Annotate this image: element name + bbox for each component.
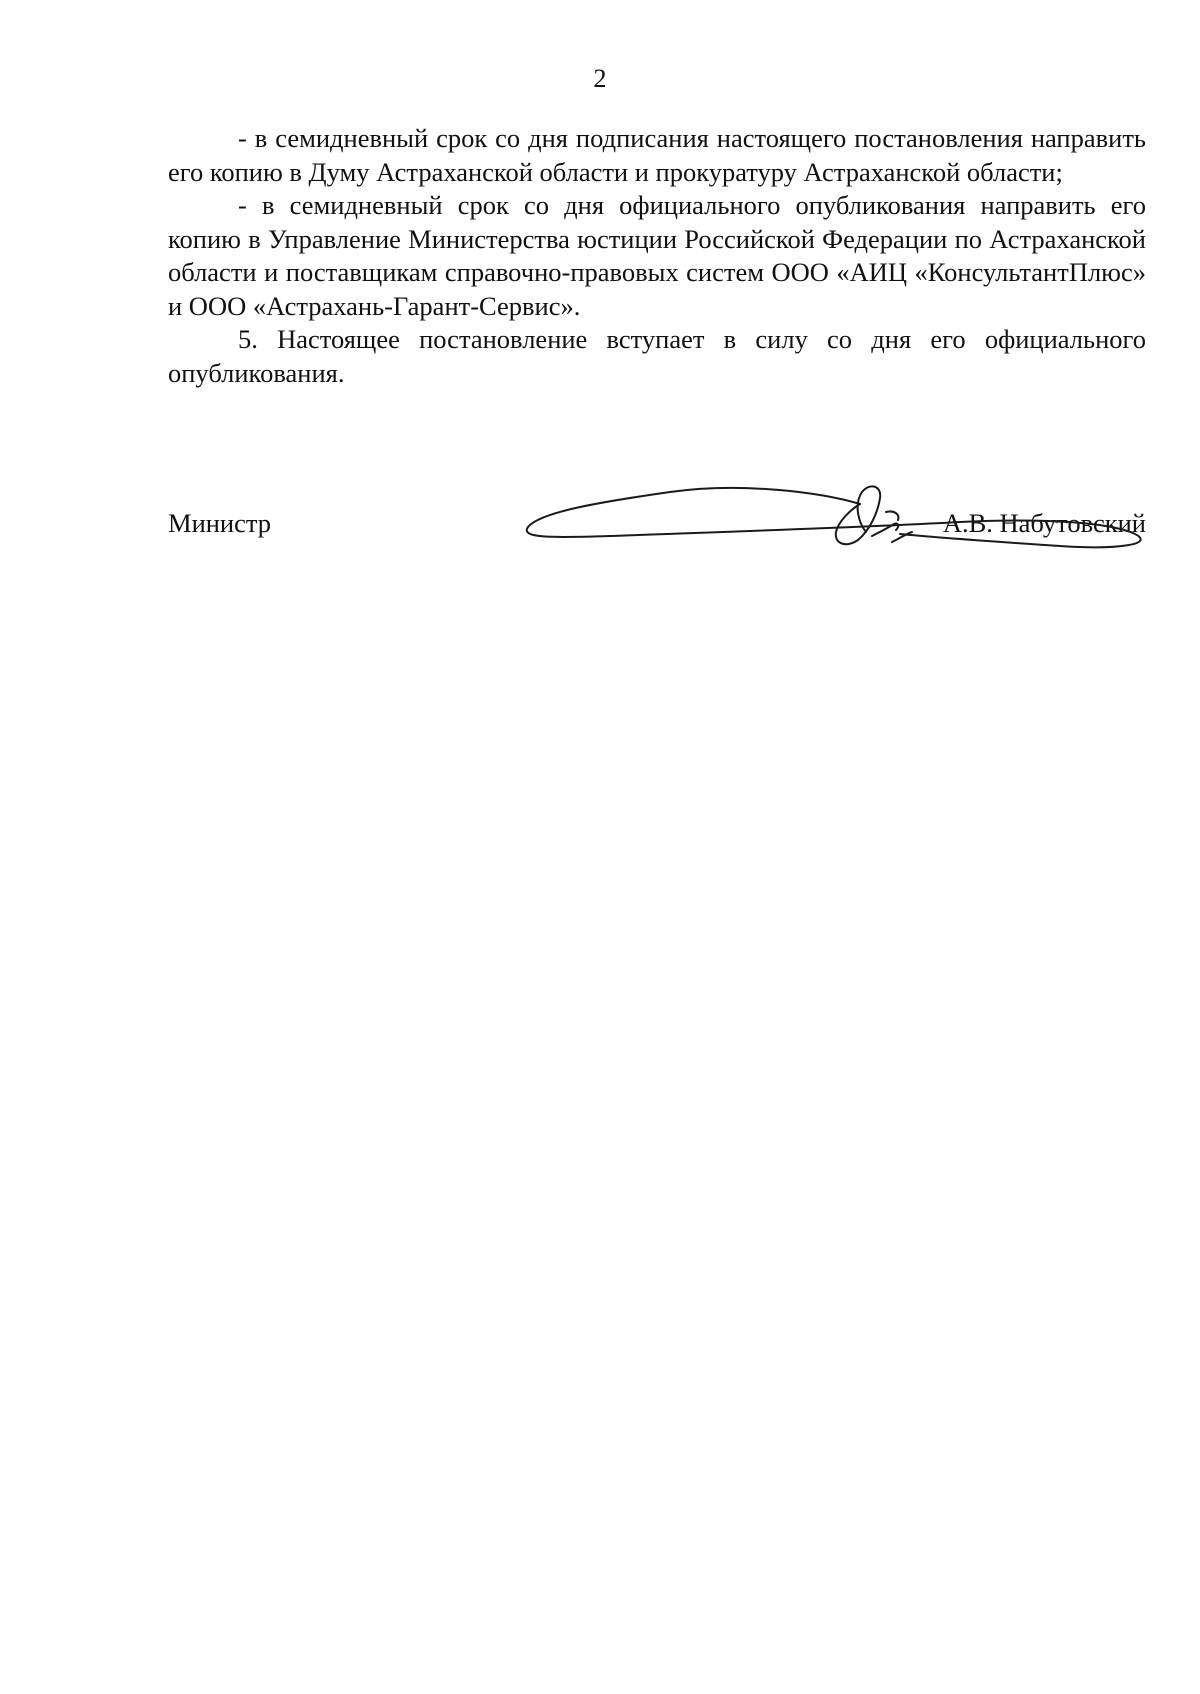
- handwritten-signature: [520, 452, 1160, 592]
- paragraph-entry-into-force: 5. Настоящее постановление вступает в силу со дня его официального опубликования.: [168, 324, 1146, 388]
- paragraph-send-copy-ministry: - в семидневный срок со дня официального опубликования направить его копию в Управление Министерства юстиции Российской Федерации по Астраханской области и поставщикам справочно-правовых систем ООО «АИЦ «КонсультантПлюс» и ООО «Астрахань-Гарант-Сервис».: [168, 190, 1146, 321]
- signer-position: Министр: [168, 508, 272, 538]
- page-number: 2: [593, 64, 607, 93]
- body-text: [168, 122, 1146, 390]
- paragraph-send-copy-duma: - в семидневный срок со дня подписания настоящего постановления направить его копию в Думу Астраханской области и прокуратуру Астраханской области;: [168, 123, 1146, 187]
- signer-name: А.В. Набутовский: [942, 508, 1146, 538]
